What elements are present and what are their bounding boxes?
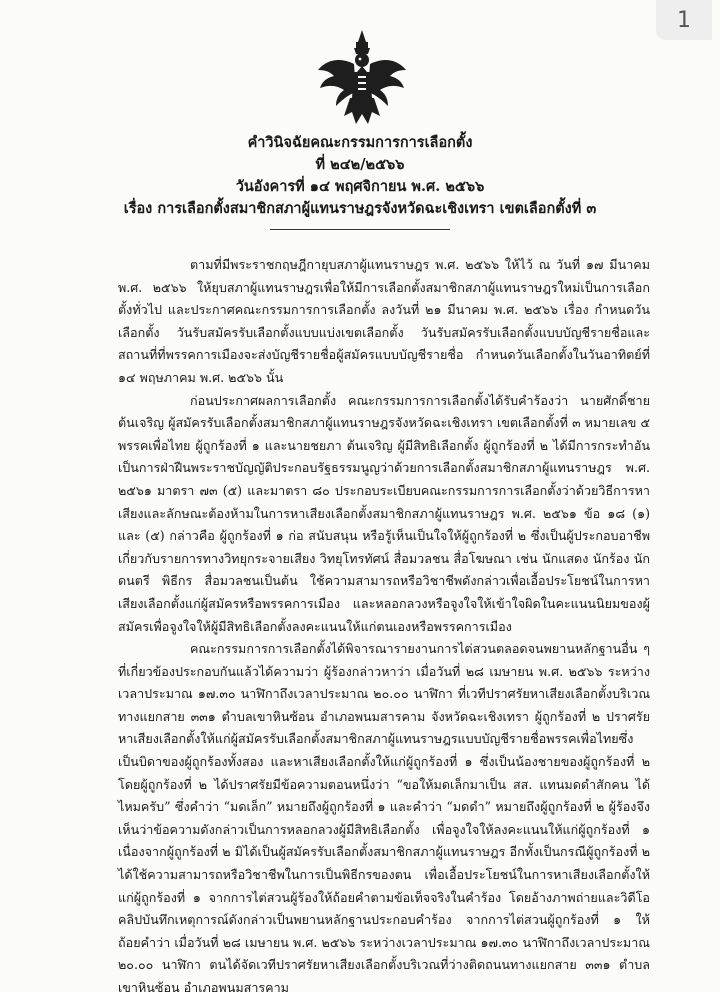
- paragraph: คณะกรรมการการเลือกตั้งได้พิจารณารายงานการไต่สวนตลอดจนพยานหลักฐานอื่น ๆ ที่เกี่ยวข้องประกอบกันแล้วได้ความว่า ผู้ร้องกล่าวหาว่า เมื่อวันที่ ๒๘ เมษายน พ.ศ. ๒๕๖๖ ระหว่างเวลาประมาณ ๑๗.๓๐ นาฬิกาถึงเวลาประมาณ ๒๐.๐๐ นาฬิกา ที่เวทีปราศรัยหาเสียงเลือกตั้งบริเวณทางแยกสาย ๓๓๑ ตำบลเขาหินซ้อน อำเภอพนมสารคาม จังหวัดฉะเชิงเทรา ผู้ถูกร้องที่ ๒ ปราศรัยหาเสียงเลือกตั้งให้แก่ผู้สมัครรับเลือกตั้งสมาชิกสภาผู้แทนราษฎรแบบบัญชีรายชื่อพรรคเพื่อไทยซึ่งเป็นบิดาของผู้ถูกร้องทั้งสอง และหาเสียงเลือกตั้งให้แก่ผู้ถูกร้องที่ ๑ ซึ่งเป็นน้องชายของผู้ถูกร้องที่ ๒ โดยผู้ถูกร้องที่ ๒ ได้ปราศรัยมีข้อความตอนหนึ่งว่า “ขอให้มดเล็กมาเป็น สส. แทนมดดำสักคน ได้ไหมครับ” ซึ่งคำว่า “มดเล็ก” หมายถึงผู้ถูกร้องที่ ๑ และคำว่า “มดดำ” หมายถึงผู้ถูกร้องที่ ๒ ผู้ร้องจึงเห็นว่าข้อความดังกล่าวเป็นการหลอกลวงผู้มีสิทธิเลือกตั้ง เพื่อจูงใจให้ลงคะแนนให้แก่ผู้ถูกร้องที่ ๑ เนื่องจากผู้ถูกร้องที่ ๒ มิได้เป็นผู้สมัครรับเลือกตั้งสมาชิกสภาผู้แทนราษฎร อีกทั้งเป็นกรณีผู้ถูกร้องที่ ๒ ได้ใช้ความสามารถหรือวิชาชีพในการเป็นพิธีกรของตน เพื่อเอื้อประโยชน์ในการหาเสียงเลือกตั้งให้แก่ผู้ถูกร้องที่ ๑ จากการไต่สวนผู้ร้องให้ถ้อยคำตามข้อเท็จจริงในคำร้อง โดยอ้างภาพถ่ายและวิดีโอคลิปบันทึกเหตุการณ์ดังกล่าวเป็นพยานหลักฐานประกอบคำร้อง จากการไต่สวนผู้ถูกร้องที่ ๑ ให้ถ้อยคำว่า เมื่อวันที่ ๒๘ เมษายน พ.ศ. ๒๕๖๖ ระหว่างเวลาประมาณ ๑๗.๓๐ นาฬิกาถึงเวลาประมาณ ๒๐.๐๐ นาฬิกา ตนได้จัดเวทีปราศรัยหาเสียงเลือกตั้งบริเวณที่ว่างติดถนนทางแยกสาย ๓๓๑ ตำบลเขาหินซ้อน อำเภอพนมสารคาม: [118, 641, 650, 995]
- document-subject: เรื่อง การเลือกตั้งสมาชิกสภาผู้แทนราษฎรจังหวัดฉะเชิงเทรา เขตเลือกตั้งที่ ๓: [123, 200, 597, 217]
- paragraph: ก่อนประกาศผลการเลือกตั้ง คณะกรรมการการเลือกตั้งได้รับคำร้องว่า นายศักดิ์ชาย ต้นเจริญ ผู้สมัครรับเลือกตั้งสมาชิกสภาผู้แทนราษฎรจังหวัดฉะเชิงเทรา เขตเลือกตั้งที่ ๓ หมายเลข ๕ พรรคเพื่อไทย ผู้ถูกร้องที่ ๑ และนายชยภา ต้นเจริญ ผู้มีสิทธิเลือกตั้ง ผู้ถูกร้องที่ ๒ ได้มีการกระทำอันเป็นการฝ่าฝืนพระราชบัญญัติประกอบรัฐธรรมนูญว่าด้วยการเลือกตั้งสมาชิกสภาผู้แทนราษฎร พ.ศ. ๒๕๖๑ มาตรา ๗๓ (๕) และมาตรา ๘๐ ประกอบระเบียบคณะกรรมการการเลือกตั้งว่าด้วยวิธีการหาเสียงและลักษณะต้องห้ามในการหาเสียงเลือกตั้งสมาชิกสภาผู้แทนราษฎร พ.ศ. ๒๕๖๑ ข้อ ๑๘ (๑) และ (๕) กล่าวคือ ผู้ถูกร้องที่ ๑ ก่อ สนับสนุน หรือรู้เห็นเป็นใจให้ผู้ถูกร้องที่ ๒ ซึ่งเป็นผู้ประกอบอาชีพเกี่ยวกับรายการทางวิทยุกระจายเสียง วิทยุโทรทัศน์ สื่อมวลชน สื่อโฆษณา เช่น นักแสดง นักร้อง นักดนตรี พิธีกร สื่อมวลชนเป็นต้น ใช้ความสามารถหรือวิชาชีพดังกล่าวเพื่อเอื้อประโยชน์ในการหาเสียงเลือกตั้งแก่ผู้สมัครหรือพรรคการเมือง และหลอกลวงหรือจูงใจให้เข้าใจผิดในคะแนนนิยมของผู้สมัครเพื่อจูงใจให้ผู้มีสิทธิเลือกตั้งลงคะแนนให้แก่ตนเองหรือพรรคการเมือง: [118, 392, 650, 634]
- garuda-emblem-icon: [316, 28, 408, 128]
- document-body: [118, 254, 650, 1000]
- document-title: คำวินิจฉัยคณะกรรมการการเลือกตั้ง: [247, 134, 473, 151]
- document-date: วันอังคารที่ ๑๔ พฤศจิกายน พ.ศ. ๒๕๖๖: [235, 178, 485, 195]
- title-divider: [270, 229, 450, 230]
- document-number: ที่ ๒๔๒/๒๕๖๖: [315, 156, 405, 173]
- page-number-badge: 1: [656, 0, 712, 40]
- paragraph: ตามที่มีพระราชกฤษฎีกายุบสภาผู้แทนราษฎร พ.ศ. ๒๕๖๖ ให้ไว้ ณ วันที่ ๑๗ มีนาคม พ.ศ. ๒๕๖๖ ให้ยุบสภาผู้แทนราษฎรเพื่อให้มีการเลือกตั้งสมาชิกสภาผู้แทนราษฎรใหม่เป็นการเลือกตั้งทั่วไป และประกาศคณะกรรมการการเลือกตั้ง ลงวันที่ ๒๑ มีนาคม พ.ศ. ๒๕๖๖ เรื่อง กำหนดวันเลือกตั้ง วันรับสมัครรับเลือกตั้งแบบแบ่งเขตเลือกตั้ง วันรับสมัครรับเลือกตั้งแบบบัญชีรายชื่อและสถานที่ที่พรรคการเมืองจะส่งบัญชีรายชื่อผู้สมัครแบบบัญชีรายชื่อ กำหนดวันเลือกตั้งในวันอาทิตย์ที่ ๑๔ พฤษภาคม พ.ศ. ๒๕๖๖ นั้น: [118, 257, 650, 385]
